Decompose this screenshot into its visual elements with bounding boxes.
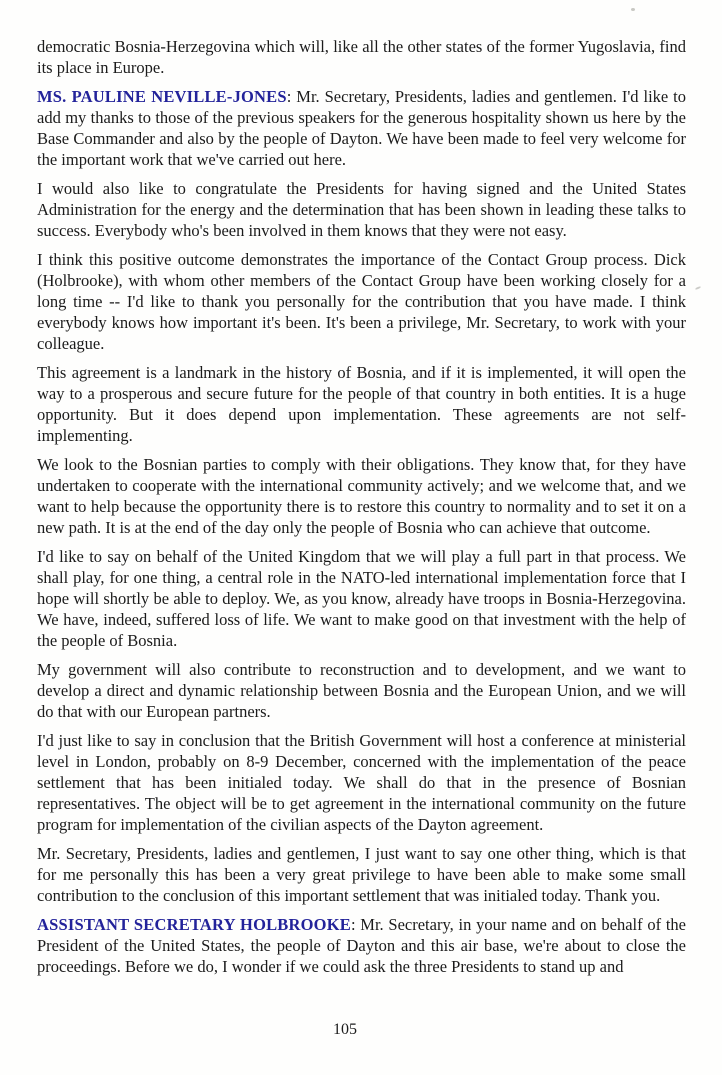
scan-speck xyxy=(695,286,701,290)
paragraph-neville-jones-2 xyxy=(37,178,686,241)
paragraph-text: democratic Bosnia-Herzegovina which will, like all the other states of the former Yugoslavia, find its place in Europe. xyxy=(37,37,686,77)
paragraph-neville-jones-9 xyxy=(37,843,686,906)
scan-speck xyxy=(631,8,635,11)
paragraph-neville-jones-7 xyxy=(37,659,686,722)
paragraph-text: I think this positive outcome demonstrates the importance of the Contact Group process. Dick (Holbrooke), with whom other members of the Contact Group have been working closely for a long time -- I'd like to thank you personally for the contribution that you have made. I think everybody knows how important it's been. It's been a privilege, Mr. Secretary, to work with your colleague. xyxy=(37,250,686,353)
paragraph-neville-jones-1 xyxy=(37,86,686,170)
paragraph-text: : Mr. Secretary, Presidents, ladies and gentlemen. I'd like to add my thanks to those of the previous speakers for the generous hospitality shown us here by the Base Commander and also by the people of Dayton. We have been made to feel very welcome for the important work that we've carried out here. xyxy=(37,87,687,169)
paragraph-neville-jones-3 xyxy=(37,249,686,354)
page-number: 105 xyxy=(333,1021,357,1038)
paragraph-text: I'd like to say on behalf of the United Kingdom that we will play a full part in that process. We shall play, for one thing, a central role in the NATO-led international implementation force that I hope will shortly be able to deploy. We, as you know, already have troops in Bosnia-Herzegovina. We have, indeed, suffered loss of life. We want to make good on that investment with the help of the people of Bosnia. xyxy=(37,547,686,650)
paragraph-text: We look to the Bosnian parties to comply with their obligations. They know that, for they have undertaken to cooperate with the international community actively; and we welcome that, and we want to help because the opportunity there is to restore this country to normality and to set it on a new path. It is at the end of the day only the people of Bosnia who can achieve that outcome. xyxy=(37,455,686,537)
paragraph-text: I'd just like to say in conclusion that the British Government will host a conference at ministerial level in London, probably on 8-9 December, concerned with the implementation of the peace settlement that has been initialed today. We shall do that in the presence of Bosnian representatives. The object will be to get agreement in the international community on the future program for implementation of the civilian aspects of the Dayton agreement. xyxy=(37,731,686,834)
paragraph-holbrooke xyxy=(37,914,686,977)
paragraph-text: My government will also contribute to reconstruction and to development, and we want to develop a direct and dynamic relationship between Bosnia and the European Union, and we will do that with our European partners. xyxy=(37,660,686,721)
paragraph-neville-jones-5 xyxy=(37,454,686,538)
paragraph-text: : Mr. Secretary, in your name and on behalf of the President of the United States, the people of Dayton and this air base, we're about to close the proceedings. Before we do, I wonder if we could ask the three Presidents to stand up and xyxy=(37,915,687,976)
paragraph-text: I would also like to congratulate the Presidents for having signed and the United States Administration for the energy and the determination that has been shown in leading these talks to success. Everybody who's been involved in them knows that they were not easy. xyxy=(37,179,686,240)
paragraph-continuation xyxy=(37,36,686,78)
paragraph-neville-jones-8 xyxy=(37,730,686,835)
paragraph-neville-jones-4 xyxy=(37,362,686,446)
paragraph-neville-jones-6 xyxy=(37,546,686,651)
speaker-name-holbrooke: ASSISTANT SECRETARY HOLBROOKE xyxy=(37,915,351,934)
paragraph-text: This agreement is a landmark in the history of Bosnia, and if it is implemented, it will open the way to a prosperous and secure future for the people of that country in both entities. It is a huge opportunity. But it does depend upon implementation. These agreements are not self-implementing. xyxy=(37,363,686,445)
paragraph-text: Mr. Secretary, Presidents, ladies and gentlemen, I just want to say one other thing, which is that for me personally this has been a very great privilege to have been able to make some small contribution to the conclusion of this important settlement that was initialed today. Thank you. xyxy=(37,844,686,905)
speaker-name-neville-jones: MS. PAULINE NEVILLE-JONES xyxy=(37,87,287,106)
